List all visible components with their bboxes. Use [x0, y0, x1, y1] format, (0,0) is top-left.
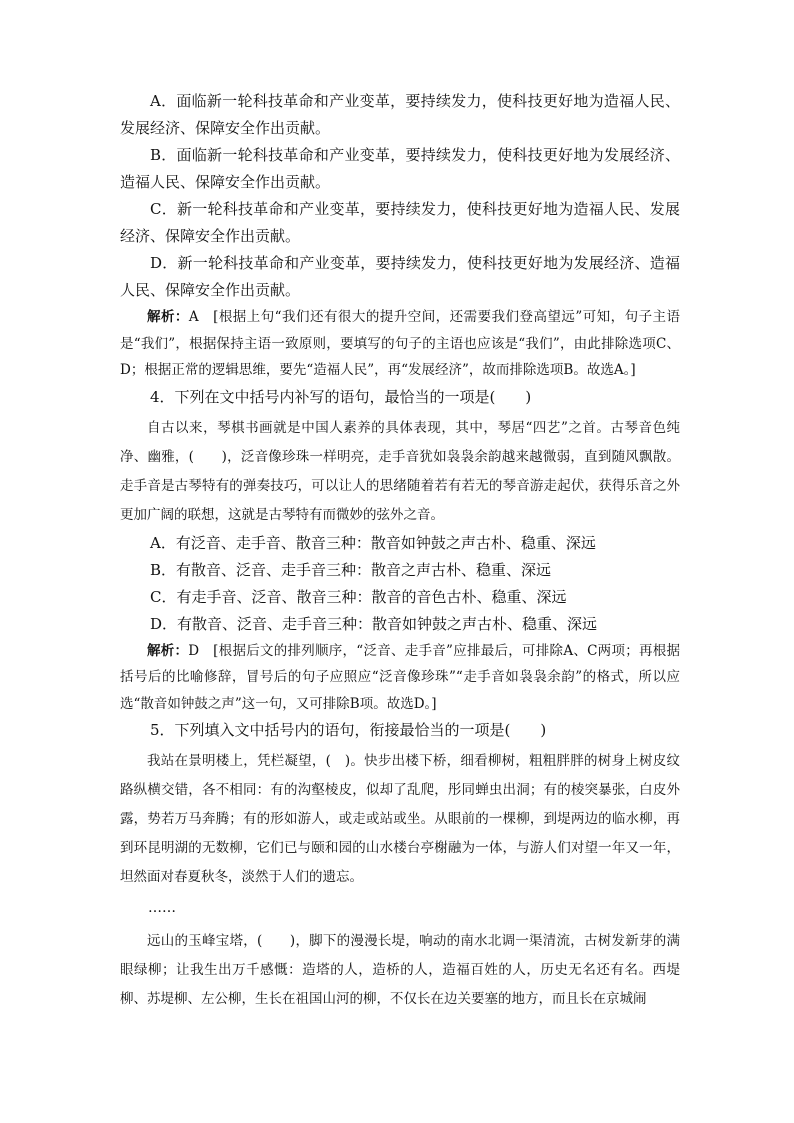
- q5-passage-1: 我站在景明楼上，凭栏凝望，( )。快步出楼下桥，细看柳树，粗粗胖胖的树身上树皮纹路纵横交错，各不相同：有的沟壑棱皮，似却了乱爬，彤同蝉虫出洞；有的棱突暴张，白皮外露，势若万马奔腾；有的形如游人，或走或站或坐。从眼前的一棵柳，到堤两边的临水柳，再到环昆明湖的无数柳，它们已与颐和园的山水楼台亭榭融为一体，与游人们对望一年又一年，坦然面对春夏秋冬，淡然于人们的遗忘。: [120, 753, 680, 885]
- q4-option-b: B．有散音、泛音、走手音三种：散音之声古朴、稳重、深远: [150, 560, 552, 579]
- q5-passage-2: 远山的玉峰宝塔，( )，脚下的漫漫长堤，响动的南水北调一渠清流，古树发新芽的满眼绿柳；让我生出万千感慨：造塔的人，造桥的人，造福百姓的人，历史无名还有名。西堤柳、苏堤柳、左公柳，生长在祖国山河的柳，不仅长在边关要塞的地方，而且长在京城闹: [120, 933, 680, 1007]
- q3-option-d: D．新一轮科技革命和产业变革，要持续发力，使科技更好地为发展经济、造福人民、保障安全作出贡献。: [120, 254, 680, 299]
- q3-option-a: A．面临新一轮科技革命和产业变革，要持续发力，使科技更好地为造福人民、发展经济、保障安全作出贡献。: [120, 92, 680, 137]
- q3-option-c: C．新一轮科技革命和产业变革，要持续发力，使科技更好地为造福人民、发展经济、保障安全作出贡献。: [120, 200, 680, 245]
- q4-option-a: A．有泛音、走手音、散音三种：散音如钟鼓之声古朴、稳重、深远: [150, 533, 596, 552]
- q5-ellipsis: ……: [148, 900, 176, 916]
- page-content: [120, 88, 680, 1014]
- q4-stem: 4．下列在文中括号内补写的语句，最恰当的一项是( ): [150, 387, 532, 406]
- q4-option-c: C．有走手音、泛音、散音三种：散音的音色古朴、稳重、深远: [150, 587, 567, 606]
- q4-passage: 自古以来，琴棋书画就是中国人素养的具体表现，其中，琴居“四艺”之首。古琴音色纯净、幽雅，( )，泛音像珍珠一样明亮，走手音犹如袅袅余韵越来越微弱，直到随风飘散。走手音是古琴特有的弹奏技巧，可以让人的思绪随着若有若无的琴音游走起伏，获得乐音之外更加广阔的联想，这就是古琴特有而微妙的弦外之音。: [120, 419, 680, 523]
- q5-stem: 5．下列填入文中括号内的语句，衔接最恰当的一项是( ): [150, 721, 547, 739]
- q4-analysis: [120, 638, 680, 718]
- q4-option-d: D．有散音、泛音、走手音三种：散音如钟鼓之声古朴、稳重、深远: [150, 614, 598, 633]
- q3-option-b: B．面临新一轮科技革命和产业变革，要持续发力，使科技更好地为发展经济、造福人民、保障安全作出贡献。: [120, 146, 680, 191]
- q4-analysis-label: 解析：: [147, 642, 189, 659]
- q3-analysis-label: 解析：: [147, 309, 189, 325]
- q3-analysis: [120, 304, 680, 384]
- q3-analysis-text: A [根据上句“我们还有很大的提升空间，还需要我们登高望远”可知，句子主语是“我们”，根据保持主语一致原则，要填写的句子的主语也应该是“我们”，由此排除选项C、D；根据正常的逻辑思维，要先“造福人民”，再“发展经济”，故而排除选项B。故选A。]: [120, 309, 680, 378]
- q4-analysis-text: D [根据后文的排列顺序，“泛音、走手音”应排最后，可排除A、C两项；再根据括号后的比喻修辞，冒号后的句子应照应“泛音像珍珠”“走手音如袅袅余韵”的格式，所以应选“散音如钟鼓之声”这一句，又可排除B项。故选D。]: [120, 642, 680, 712]
